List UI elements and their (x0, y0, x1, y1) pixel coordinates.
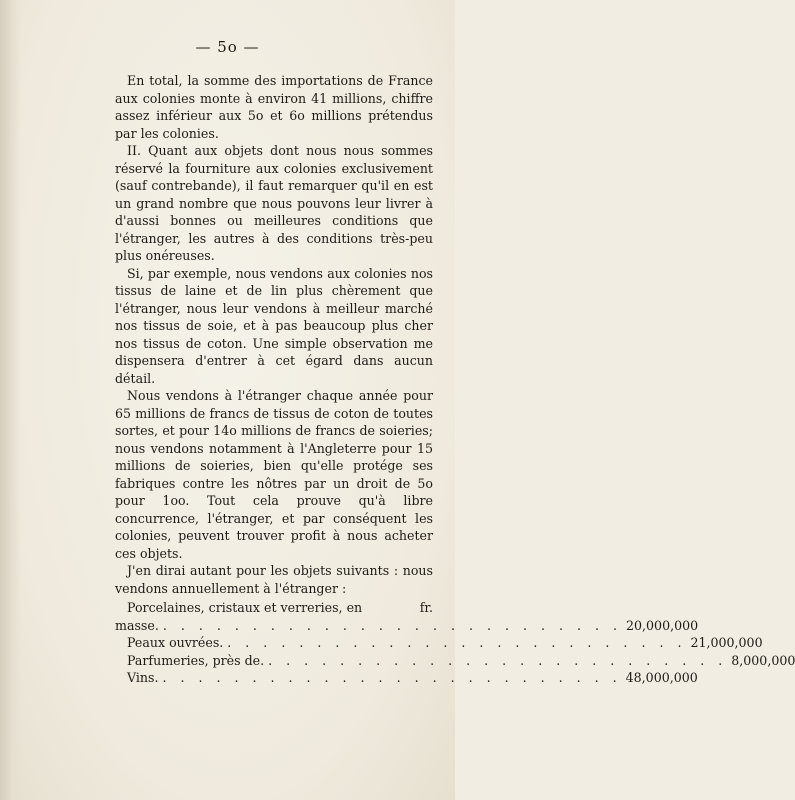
ledger-item-label: Vins. (127, 670, 159, 685)
ledger-row (115, 669, 698, 687)
export-ledger (115, 599, 795, 687)
paragraph-1: En total, la somme des importations de France aux colonies monte à environ 41 millions, chiffre assez inférieur aux 5o et 6o millions prétendus par les colonies. (115, 73, 433, 141)
ledger-item-label: masse. (115, 617, 159, 633)
ledger-leader-dots: . . . . . . . . . . . . . . . . . . . . . . . . . . (162, 670, 622, 685)
ledger-leader-dots: . . . . . . . . . . . . . . . . . . . . . . . . . . (162, 617, 623, 633)
ledger-item-amount: 21,000,000 (690, 635, 763, 650)
ledger-row (115, 634, 763, 652)
ledger-item-label: Parfumeries, près de. (127, 652, 265, 668)
ledger-leader-dots: . . . . . . . . . . . . . . . . . . . . . . . . . . (227, 635, 687, 650)
ledger-item-amount: 48,000,000 (625, 670, 698, 685)
ledger-item-label: Peaux ouvrées. (127, 635, 224, 650)
ledger-leader-dots: . . . . . . . . . . . . . . . . . . . . . . . . . . (268, 652, 728, 668)
page-gutter-shadow (0, 0, 22, 800)
paragraph-3: Si, par exemple, nous vendons aux colonies nos tissus de laine et de lin plus chèrement que l'étranger, nous leur vendons à meilleur marché nos tissus de soie, et à pas beaucoup plus cher nos tissus de coton. Une simple observation me dispensera d'entrer à cet égard dans aucun détail. (115, 265, 433, 386)
page-body (115, 72, 795, 687)
ledger-first-item-label: Porcelaines, cristaux et verreries, en (127, 600, 363, 615)
ledger-row (115, 652, 795, 670)
ledger-item-amount: 20,000,000 (626, 617, 699, 633)
ledger-unit-label: fr. (419, 600, 433, 615)
ledger-row-header (115, 599, 433, 617)
paragraph-5: J'en dirai autant pour les objets suivants : nous vendons annuellement à l'étranger : (115, 563, 433, 596)
paragraph-4: Nous vendons à l'étranger chaque année pour 65 millions de francs de tissus de coton de toutes sortes, et pour 14o millions de francs de soieries; nous vendons notamment à l'Angleterre pour 15 millions de soieries, bien qu'elle protége ses fabriques contre les nôtres par un droit de 5o pour 1oo. Tout cela prouve qu'à libre concurrence, l'étranger, et par conséquent les colonies, peuvent trouver profit à nous acheter ces objets. (115, 388, 433, 561)
paragraph-2: II. Quant aux objets dont nous nous sommes réservé la fourniture aux colonies exclusivement (sauf contrebande), il faut remarquer qu'il en est un grand nombre que nous pouvons leur livrer à d'aussi bonnes ou meilleures conditions que l'étranger, les autres à des conditions très-peu plus onéreuses. (115, 143, 433, 263)
page-number: — 5o — (195, 38, 260, 56)
ledger-item-amount: 8,000,000 (731, 652, 795, 668)
ledger-row (115, 617, 699, 635)
